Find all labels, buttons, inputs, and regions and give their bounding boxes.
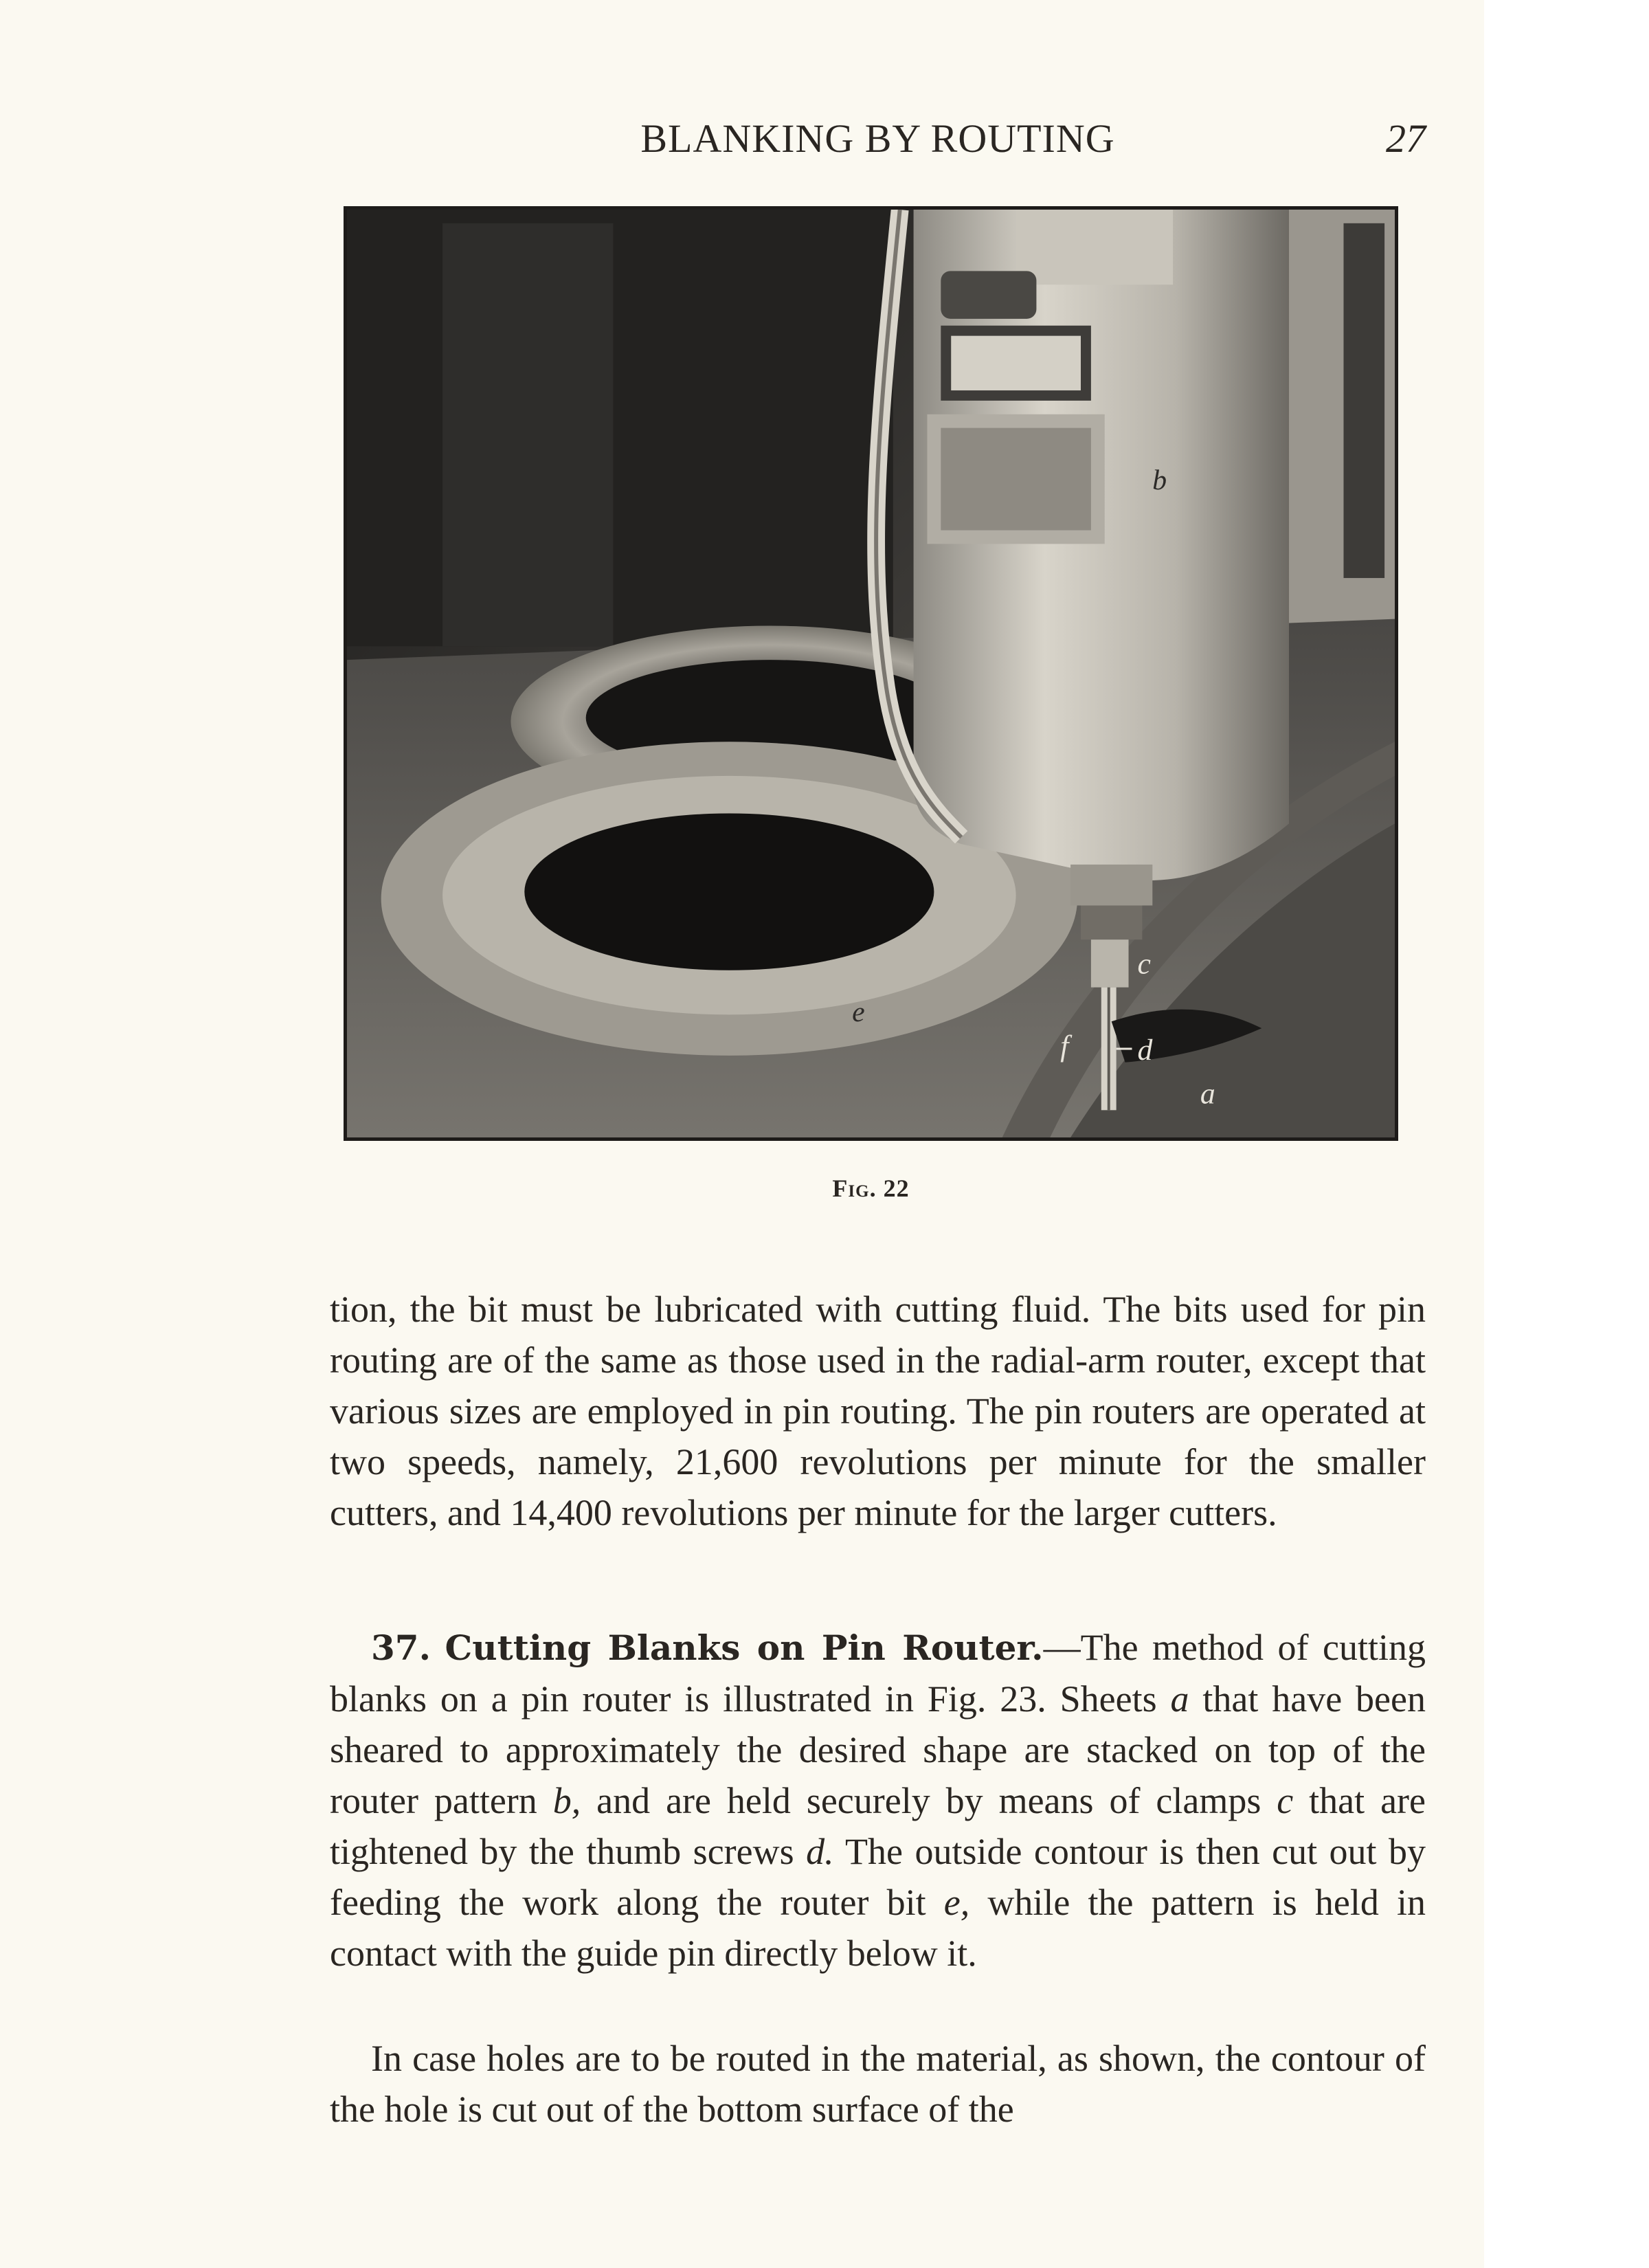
page-number: 27 — [1386, 116, 1426, 161]
section-title: Cutting Blanks on Pin Router. — [445, 1627, 1044, 1668]
figure-label-a: a — [1200, 1077, 1215, 1111]
section-number: 37. — [371, 1627, 431, 1668]
ref-clamps-c: c — [1277, 1780, 1294, 1821]
figure-label-b: b — [1152, 465, 1167, 496]
figure-label-f: f — [1060, 1029, 1069, 1063]
figure-label-e: e — [852, 997, 865, 1029]
paragraph-holes: In case holes are to be routed in the material, as shown, the contour of the hole is cut out of the bottom surface of the — [330, 2038, 1426, 2130]
ref-screws-d: d. — [806, 1831, 834, 1872]
ref-bit-e: e, — [943, 1882, 970, 1923]
section-text: —The method of cutting blanks on a pin router is illustrated in Fig. 23. Sheets — [330, 1627, 1426, 1720]
ref-sheets-a: a — [1170, 1678, 1189, 1720]
figure-photo — [344, 206, 1398, 1141]
figure-label-d: d — [1137, 1033, 1153, 1067]
section-text: while the pattern is held in contact with the guide pin directly below it. — [330, 1882, 1426, 1974]
ref-pattern-b: b, — [552, 1780, 581, 1821]
running-head — [330, 115, 1426, 170]
figure-label-c: c — [1137, 947, 1151, 981]
running-head-title: BLANKING BY ROUTING — [640, 116, 1115, 161]
paragraph-continuation: tion, the bit must be lubricated with cutting fluid. The bits used for pin routing are of the same as those used in the radial-arm router, except that various sizes are employed in pin routing. The pin routers are operated at two speeds, namely, 21,600 revolutions per minute for the smaller cutters, and 14,400 revolutions per minute for the larger cutters. — [330, 1289, 1426, 1533]
section-text: that have been sheared to approximately the desired shape are stacked on top of the router pattern — [330, 1678, 1426, 1821]
section-text: The outside contour is then cut out by feeding the work along the router bit — [330, 1831, 1426, 1923]
section-text: and are held securely by means of clamps — [581, 1780, 1277, 1821]
router-photo-illustration — [347, 210, 1395, 1137]
figure-caption: Fig. 22 — [832, 1175, 910, 1202]
paragraph-section-37 — [330, 1622, 1426, 1979]
section-text: that are tightened by the thumb screws — [330, 1780, 1426, 1872]
